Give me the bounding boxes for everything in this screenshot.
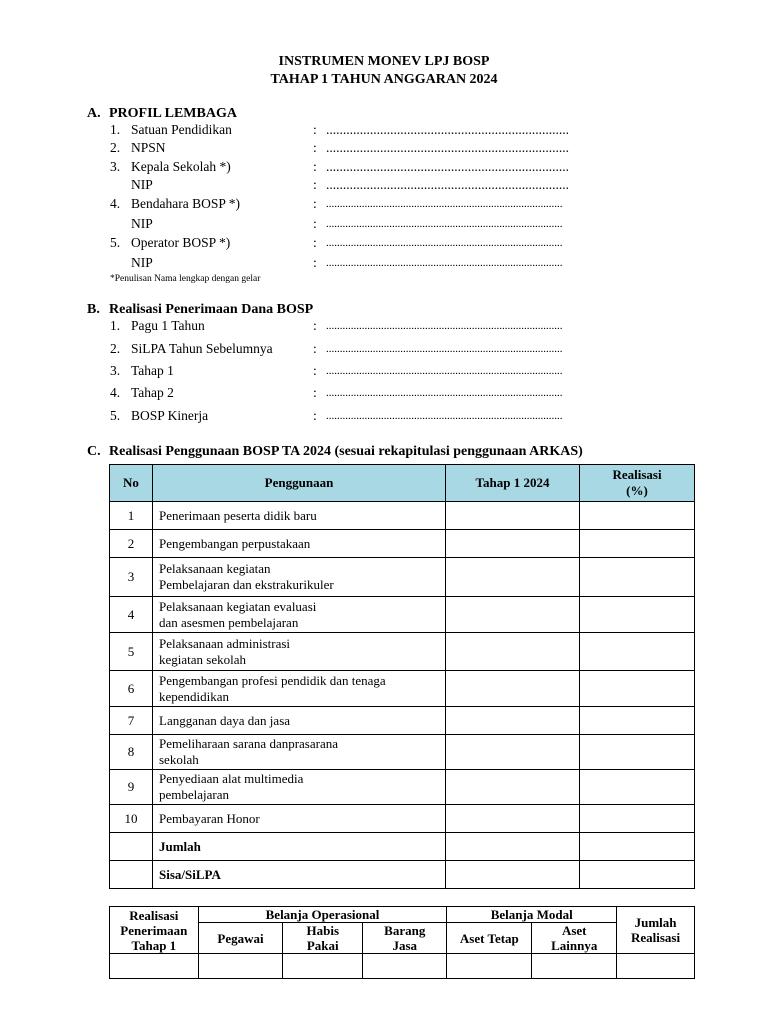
summary-input-row <box>110 954 695 979</box>
total-row <box>110 833 695 861</box>
total-label: Jumlah <box>153 833 446 861</box>
header-realization-unit: (%) <box>626 483 648 498</box>
row-realization-value[interactable] <box>580 735 695 770</box>
field-colon: : <box>313 196 317 211</box>
table-row <box>110 805 695 833</box>
field-fill-line[interactable]: ...................................................................................... <box>326 320 563 332</box>
row-stage-value[interactable] <box>446 833 580 861</box>
field-colon: : <box>313 385 317 400</box>
name-note: *Penulisan Nama lengkap dengan gelar <box>110 274 261 284</box>
profile-field <box>110 235 670 251</box>
profile-field <box>110 140 670 156</box>
summary-cell-staff[interactable] <box>198 954 283 979</box>
field-number: 1. <box>110 122 121 137</box>
summary-total-line1: Jumlah <box>634 915 677 930</box>
summary-total-line2: Realisasi <box>630 930 681 945</box>
field-number: 3. <box>110 363 121 378</box>
field-fill-line[interactable]: ...................................................................................... <box>326 343 563 355</box>
summary-cell-other-assets[interactable] <box>532 954 617 979</box>
field-fill-line[interactable]: ........................................................................ <box>326 122 569 137</box>
receipt-field <box>110 341 670 357</box>
summary-other-assets-line1: Aset <box>561 923 587 938</box>
document-subtitle: TAHAP 1 TAHUN ANGGARAN 2024 <box>270 72 498 87</box>
receipt-field <box>110 408 670 424</box>
row-stage-value[interactable] <box>446 597 580 633</box>
summary-receipt-line1: Realisasi <box>129 907 179 923</box>
summary-consumable-line1: Habis <box>306 923 340 938</box>
row-usage-line1: Penyediaan alat multimedia <box>159 771 304 786</box>
row-usage <box>153 735 446 770</box>
row-stage-value[interactable] <box>446 861 580 889</box>
summary-goods-header <box>363 923 447 954</box>
row-stage-value[interactable] <box>446 633 580 671</box>
field-fill-line[interactable]: ...................................................................................... <box>326 198 563 210</box>
field-number: 3. <box>110 159 121 174</box>
field-number: 4. <box>110 385 121 400</box>
summary-consumable-line2: Pakai <box>306 938 339 953</box>
row-realization-value[interactable] <box>580 671 695 707</box>
row-usage-line1: Pemeliharaan sarana danprasarana <box>159 736 339 751</box>
row-stage-value[interactable] <box>446 530 580 558</box>
field-fill-line[interactable]: ........................................................................ <box>326 177 569 192</box>
remainder-label: Sisa/SiLPA <box>153 861 446 889</box>
row-stage-value[interactable] <box>446 558 580 597</box>
section-b-letter: B. <box>87 302 100 317</box>
summary-other-assets-header <box>532 923 617 954</box>
field-fill-line[interactable]: ...................................................................................... <box>326 387 563 399</box>
summary-receipt-line2: Penerimaan <box>120 922 188 938</box>
summary-cell-receipt[interactable] <box>110 954 199 979</box>
field-colon: : <box>313 341 317 356</box>
field-label: NIP <box>131 216 153 231</box>
field-number: 2. <box>110 140 121 155</box>
row-usage <box>153 770 446 805</box>
section-c-letter: C. <box>87 444 101 459</box>
profile-field <box>110 196 670 212</box>
summary-staff-header: Pegawai <box>198 923 283 954</box>
field-colon: : <box>313 363 317 378</box>
summary-other-assets-line2: Lainnya <box>551 938 598 953</box>
document-title: INSTRUMEN MONEV LPJ BOSP <box>278 54 490 69</box>
field-label: BOSP Kinerja <box>131 408 209 423</box>
field-colon: : <box>313 177 317 192</box>
row-usage <box>153 633 446 671</box>
summary-table <box>109 906 695 979</box>
table-row <box>110 671 695 707</box>
field-label: NPSN <box>131 140 166 155</box>
row-realization-value[interactable] <box>580 530 695 558</box>
field-colon: : <box>313 122 317 137</box>
section-a-heading <box>87 106 237 122</box>
field-fill-line[interactable]: ...................................................................................... <box>326 365 563 377</box>
summary-consumable-header <box>283 923 363 954</box>
summary-receipt-header <box>110 907 199 954</box>
field-colon: : <box>313 255 317 270</box>
table-row <box>110 633 695 671</box>
field-label: NIP <box>131 255 153 270</box>
row-number: 5 <box>110 633 153 671</box>
field-number: 2. <box>110 341 121 356</box>
row-usage-line1: Penerimaan peserta didik baru <box>159 507 317 523</box>
row-number: 10 <box>110 805 153 833</box>
field-fill-line[interactable]: ...................................................................................... <box>326 237 563 249</box>
field-colon: : <box>313 216 317 231</box>
row-usage-line1: Pembayaran Honor <box>159 810 260 826</box>
profile-field <box>110 216 670 232</box>
field-fill-line[interactable]: ........................................................................ <box>326 140 569 155</box>
row-number: 7 <box>110 707 153 735</box>
remainder-row <box>110 861 695 889</box>
usage-table <box>109 464 695 889</box>
header-realization-label: Realisasi <box>612 467 662 482</box>
profile-field <box>110 177 670 193</box>
field-number: 5. <box>110 235 121 250</box>
receipt-field <box>110 385 670 401</box>
profile-field <box>110 122 670 138</box>
row-realization-value[interactable] <box>580 833 695 861</box>
field-number: 4. <box>110 196 121 211</box>
table-row <box>110 735 695 770</box>
summary-total-header <box>617 907 695 954</box>
header-stage: Tahap 1 2024 <box>446 465 580 502</box>
table-row <box>110 530 695 558</box>
field-label: NIP <box>131 177 153 192</box>
summary-cell-consumable[interactable] <box>283 954 363 979</box>
section-b-heading <box>87 302 313 318</box>
table-row <box>110 502 695 530</box>
row-usage-line2: kependidikan <box>159 688 230 704</box>
row-usage <box>153 597 446 633</box>
summary-fixed-assets-header: Aset Tetap <box>447 923 532 954</box>
row-usage-line1: Pelaksanaan kegiatan evaluasi <box>159 598 317 614</box>
field-fill-line[interactable]: ...................................................................................... <box>326 218 563 230</box>
field-label: Operator BOSP *) <box>131 235 231 250</box>
receipt-field <box>110 363 670 379</box>
row-usage <box>153 558 446 597</box>
section-a-letter: A. <box>87 106 101 121</box>
row-usage-line2: Pembelajaran dan ekstrakurikuler <box>159 577 334 592</box>
row-realization-value[interactable] <box>580 861 695 889</box>
row-usage <box>153 671 446 707</box>
field-label: Satuan Pendidikan <box>131 122 232 137</box>
section-b-title: Realisasi Penerimaan Dana BOSP <box>109 302 314 317</box>
row-realization-value[interactable] <box>580 633 695 671</box>
row-number <box>110 833 153 861</box>
field-colon: : <box>313 408 317 423</box>
section-c-title: Realisasi Penggunaan BOSP TA 2024 (sesuai rekapitulasi penggunaan ARKAS) <box>109 444 583 459</box>
field-label: Tahap 2 <box>131 385 174 400</box>
row-realization-value[interactable] <box>580 502 695 530</box>
row-usage <box>153 707 446 735</box>
row-usage-line1: Pelaksanaan administrasi <box>159 635 291 651</box>
header-realization <box>580 465 695 502</box>
row-number: 3 <box>110 558 153 597</box>
row-number: 8 <box>110 735 153 770</box>
header-no: No <box>110 465 153 502</box>
summary-cell-goods[interactable] <box>363 954 447 979</box>
row-usage-line2: pembelajaran <box>159 787 230 802</box>
field-colon: : <box>313 318 317 333</box>
row-realization-value[interactable] <box>580 770 695 805</box>
field-colon: : <box>313 140 317 155</box>
summary-cell-fixed-assets[interactable] <box>447 954 532 979</box>
row-stage-value[interactable] <box>446 671 580 707</box>
row-stage-value[interactable] <box>446 770 580 805</box>
row-usage-line2: kegiatan sekolah <box>159 651 246 667</box>
field-number: 5. <box>110 408 121 423</box>
row-number: 6 <box>110 671 153 707</box>
profile-field <box>110 255 670 271</box>
summary-goods-line1: Barang <box>384 923 426 938</box>
row-usage-line1: Pengembangan profesi pendidik dan tenaga <box>159 672 386 688</box>
profile-field <box>110 159 670 175</box>
field-colon: : <box>313 159 317 174</box>
usage-table-header <box>110 465 695 502</box>
row-usage <box>153 805 446 833</box>
summary-capital-header: Belanja Modal <box>447 907 617 923</box>
field-label: SiLPA Tahun Sebelumnya <box>131 341 273 356</box>
summary-operational-header: Belanja Operasional <box>198 907 447 923</box>
row-number: 4 <box>110 597 153 633</box>
row-usage-line1: Pelaksanaan kegiatan <box>159 561 271 576</box>
row-stage-value[interactable] <box>446 805 580 833</box>
summary-goods-line2: Jasa <box>392 938 418 953</box>
row-usage-line1: Pengembangan perpustakaan <box>159 535 311 551</box>
table-row <box>110 770 695 805</box>
field-number: 1. <box>110 318 121 333</box>
row-usage-line1: Langganan daya dan jasa <box>159 712 291 728</box>
summary-receipt-line3: Tahap 1 <box>131 937 177 953</box>
field-label: Pagu 1 Tahun <box>131 318 205 333</box>
row-number <box>110 861 153 889</box>
row-realization-value[interactable] <box>580 558 695 597</box>
row-number: 9 <box>110 770 153 805</box>
row-number: 2 <box>110 530 153 558</box>
header-usage: Penggunaan <box>153 465 446 502</box>
row-realization-value[interactable] <box>580 805 695 833</box>
row-realization-value[interactable] <box>580 707 695 735</box>
row-number: 1 <box>110 502 153 530</box>
row-usage-line2: dan asesmen pembelajaran <box>159 614 299 630</box>
field-label: Kepala Sekolah *) <box>131 159 231 174</box>
field-label: Bendahara BOSP *) <box>131 196 240 211</box>
row-usage <box>153 530 446 558</box>
row-stage-value[interactable] <box>446 735 580 770</box>
row-stage-value[interactable] <box>446 502 580 530</box>
field-label: Tahap 1 <box>131 363 174 378</box>
field-fill-line[interactable]: ........................................................................ <box>326 159 569 174</box>
row-usage <box>153 502 446 530</box>
receipt-field <box>110 318 670 334</box>
field-fill-line[interactable]: ...................................................................................... <box>326 257 563 269</box>
table-row <box>110 597 695 633</box>
row-usage-line2: sekolah <box>159 752 199 767</box>
field-colon: : <box>313 235 317 250</box>
summary-cell-total[interactable] <box>617 954 695 979</box>
field-fill-line[interactable]: ...................................................................................... <box>326 410 563 422</box>
section-c-heading <box>87 444 583 460</box>
section-a-title: PROFIL LEMBAGA <box>109 106 237 121</box>
table-row <box>110 558 695 597</box>
row-realization-value[interactable] <box>580 597 695 633</box>
table-row <box>110 707 695 735</box>
row-stage-value[interactable] <box>446 707 580 735</box>
